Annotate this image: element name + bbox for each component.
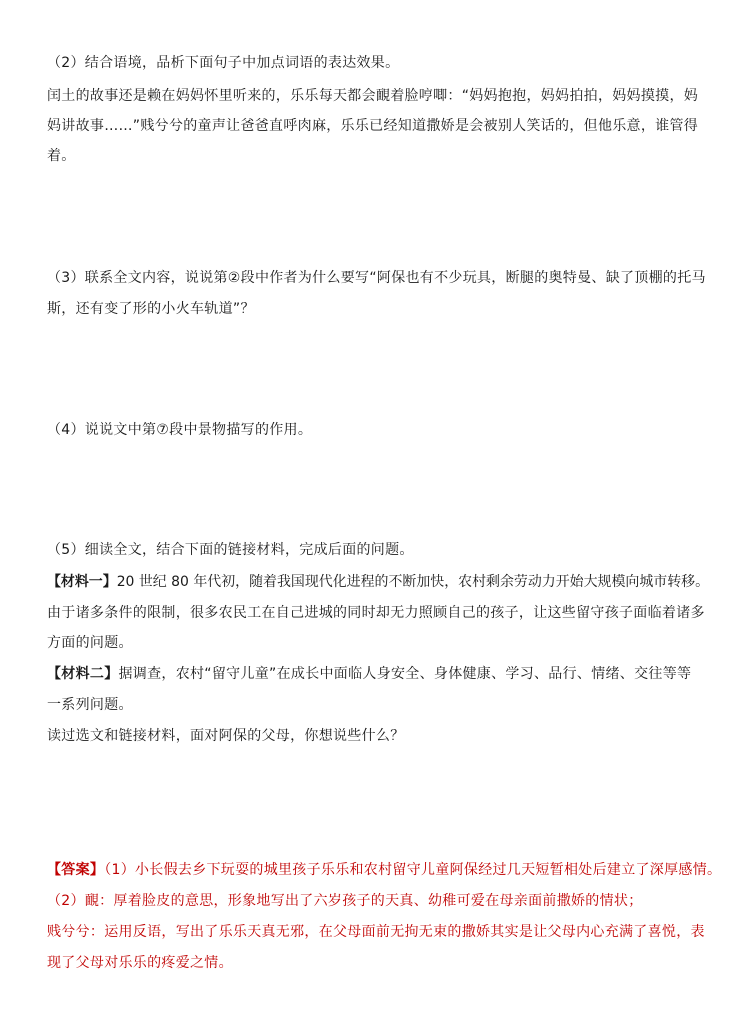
answer-text-1: （1）小长假去乡下玩耍的城里孩子乐乐和农村留守儿童阿保经过几天短暂相处后建立了深厚感情。 bbox=[104, 862, 722, 878]
material1-text-1: 20 世纪 80 年代初，随着我国现代化进程的不断加快，农村剩余劳动力开始大规模向城市转移。 bbox=[116, 574, 710, 590]
q2-passage-line-3: 着。 bbox=[47, 148, 76, 164]
answer-line-1 bbox=[47, 860, 722, 880]
q4-title: （4）说说文中第⑦段中景物描写的作用。 bbox=[47, 422, 313, 438]
material1-label: 【材料一】 bbox=[47, 574, 117, 590]
q5-material1-line-1 bbox=[47, 572, 710, 592]
answer-line-4: 现了父母对乐乐的疼爱之情。 bbox=[47, 955, 233, 971]
answer-line-2: （2）靦：厚着脸皮的意思，形象地写出了六岁孩子的天真、幼稚可爱在母亲面前撒娇的情状； bbox=[47, 893, 643, 909]
q5-title: （5）细读全文，结合下面的链接材料，完成后面的问题。 bbox=[47, 542, 414, 558]
material2-label: 【材料二】 bbox=[47, 666, 119, 682]
q3-line-2: 斯，还有变了形的小火车轨道”？ bbox=[47, 301, 255, 317]
q5-material2-line-2: 一系列问题。 bbox=[47, 697, 133, 713]
q5-prompt: 读过选文和链接材料，面对阿保的父母，你想说些什么？ bbox=[47, 728, 405, 744]
answer-label: 【答案】 bbox=[47, 862, 105, 878]
q2-passage-line-2: 妈讲故事……”贱兮兮的童声让爸爸直呼肉麻，乐乐已经知道撒娇是会被别人笑话的，但他乐意，谁管得 bbox=[47, 118, 699, 134]
q5-material2-line-1 bbox=[47, 664, 699, 684]
material2-text-1: 据调查，农村“留守儿童”在成长中面临人身安全、身体健康、学习、品行、情绪、交往等等 bbox=[118, 666, 692, 682]
q2-title: （2）结合语境，品析下面句子中加点词语的表达效果。 bbox=[47, 55, 400, 71]
q5-material1-line-2: 由于诸多条件的限制，很多农民工在自己进城的同时却无力照顾自己的孩子，让这些留守孩子面临着诸多 bbox=[47, 605, 705, 621]
q3-line-1: （3）联系全文内容，说说第②段中作者为什么要写“阿保也有不少玩具，断腿的奥特曼、缺了顶棚的托马 bbox=[47, 270, 706, 286]
q2-passage-line-1: 闰土的故事还是赖在妈妈怀里听来的，乐乐每天都会靦着脸哼唧：“妈妈抱抱，妈妈拍拍，妈妈摸摸，妈 bbox=[47, 88, 699, 104]
q5-material1-line-3: 方面的问题。 bbox=[47, 635, 133, 651]
answer-line-3: 贱兮兮：运用反语，写出了乐乐天真无邪，在父母面前无拘无束的撒娇其实是让父母内心充满了喜悦，表 bbox=[47, 924, 705, 940]
